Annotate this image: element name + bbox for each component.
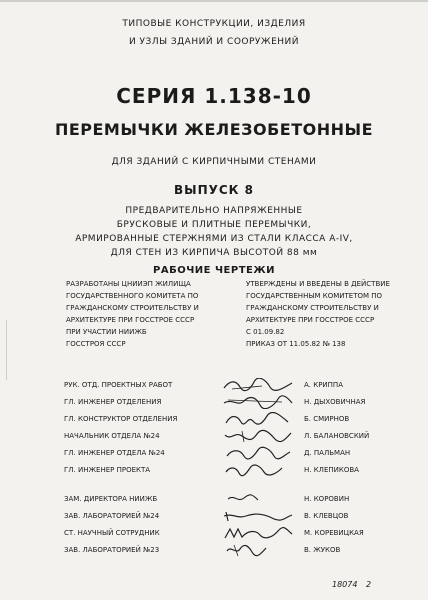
signatory-name: Л. БАЛАНОВСКИЙ bbox=[304, 432, 370, 440]
signatory-name: Н. КОРОВИН bbox=[304, 495, 350, 503]
scan-mark bbox=[6, 320, 7, 380]
signatory-role: ГЛ. ИНЖЕНЕР ПРОЕКТА bbox=[64, 466, 151, 474]
signatory-role: ГЛ. ИНЖЕНЕР ОТДЕЛЕНИЯ bbox=[64, 398, 162, 406]
handwritten-signature bbox=[222, 492, 294, 506]
series-title: СЕРИЯ 1.138-10 bbox=[116, 84, 312, 108]
sheet-number: 2 bbox=[366, 580, 372, 589]
signatory-role: ГЛ. ИНЖЕНЕР ОТДЕЛА №24 bbox=[64, 449, 165, 457]
approved-line-2: ГОСУДАРСТВЕННЫМ КОМИТЕТОМ ПО bbox=[246, 292, 383, 300]
desc-line-2: БРУСКОВЫЕ И ПЛИТНЫЕ ПЕРЕМЫЧКИ, bbox=[116, 220, 312, 230]
signatory-role: РУК. ОТД. ПРОЕКТНЫХ РАБОТ bbox=[64, 381, 173, 389]
desc-line-1: ПРЕДВАРИТЕЛЬНО НАПРЯЖЕННЫЕ bbox=[125, 206, 303, 216]
signatory-name: А. КРИППА bbox=[304, 381, 343, 389]
handwritten-signature bbox=[222, 395, 294, 409]
header-line-2: И УЗЛЫ ЗДАНИЙ И СООРУЖЕНИЙ bbox=[128, 37, 300, 47]
desc-line-3: АРМИРОВАННЫЕ СТЕРЖНЯМИ ИЗ СТАЛИ КЛАССА А-IV, bbox=[75, 234, 353, 244]
handwritten-signature bbox=[222, 378, 294, 392]
developed-line-3: ГРАЖДАНСКОМУ СТРОИТЕЛЬСТВУ И bbox=[66, 304, 199, 312]
approved-line-5: С 01.09.82 bbox=[246, 328, 285, 336]
signatory-name: Б. СМИРНОВ bbox=[304, 415, 350, 423]
handwritten-signature bbox=[222, 543, 294, 557]
developed-line-5: ПРИ УЧАСТИИ НИИЖБ bbox=[66, 328, 147, 336]
signatory-role: ЗАВ. ЛАБОРАТОРИЕЙ №24 bbox=[64, 512, 160, 520]
signatory-name: Н. КЛЕПИКОВА bbox=[304, 466, 359, 474]
signatory-role: НАЧАЛЬНИК ОТДЕЛА №24 bbox=[64, 432, 160, 440]
approved-line-1: УТВЕРЖДЕНЫ И ВВЕДЕНЫ В ДЕЙСТВИЕ bbox=[246, 280, 390, 288]
handwritten-signature bbox=[222, 429, 294, 443]
approved-line-6: ПРИКАЗ ОТ 11.05.82 № 138 bbox=[246, 340, 346, 348]
signatory-role: ГЛ. КОНСТРУКТОР ОТДЕЛЕНИЯ bbox=[64, 415, 178, 423]
developed-line-4: АРХИТЕКТУРЕ ПРИ ГОССТРОЕ СССР bbox=[66, 316, 195, 324]
handwritten-signature bbox=[222, 526, 294, 540]
scan-edge-top bbox=[0, 0, 428, 2]
desc-line-4: ДЛЯ СТЕН ИЗ КИРПИЧА ВЫСОТОЙ 88 мм bbox=[110, 248, 318, 258]
signatory-role: ЗАВ. ЛАБОРАТОРИЕЙ №23 bbox=[64, 546, 160, 554]
issue-number: ВЫПУСК 8 bbox=[173, 183, 255, 197]
working-drawings: РАБОЧИЕ ЧЕРТЕЖИ bbox=[153, 265, 275, 276]
subtitle: ДЛЯ ЗДАНИЙ С КИРПИЧНЫМИ СТЕНАМИ bbox=[111, 157, 317, 167]
handwritten-signature bbox=[222, 509, 294, 523]
signatory-name: В. ЖУКОВ bbox=[304, 546, 341, 554]
handwritten-signature bbox=[222, 412, 294, 426]
header-line-1: ТИПОВЫЕ КОНСТРУКЦИИ, ИЗДЕЛИЯ bbox=[122, 19, 306, 29]
approved-line-3: ГРАЖДАНСКОМУ СТРОИТЕЛЬСТВУ И bbox=[246, 304, 379, 312]
handwritten-signature bbox=[222, 463, 294, 477]
developed-line-2: ГОСУДАРСТВЕННОГО КОМИТЕТА ПО bbox=[66, 292, 199, 300]
signatory-role: СТ. НАУЧНЫЙ СОТРУДНИК bbox=[64, 529, 160, 537]
signatory-name: Д. ПАЛЬМАН bbox=[304, 449, 351, 457]
signatory-name: Н. ДЫХОВИЧНАЯ bbox=[304, 398, 366, 406]
inventory-number: 18074 bbox=[332, 580, 358, 589]
main-title: ПЕРЕМЫЧКИ ЖЕЛЕЗОБЕТОННЫЕ bbox=[54, 120, 374, 139]
developed-line-6: ГОССТРОЯ СССР bbox=[66, 340, 126, 348]
signatory-name: М. КОРЕВИЦКАЯ bbox=[304, 529, 364, 537]
approved-line-4: АРХИТЕКТУРЕ ПРИ ГОССТРОЕ СССР bbox=[246, 316, 375, 324]
handwritten-signature bbox=[222, 446, 294, 460]
signatory-role: ЗАМ. ДИРЕКТОРА НИИЖБ bbox=[64, 495, 158, 503]
signatory-name: В. КЛЕВЦОВ bbox=[304, 512, 349, 520]
developed-line-1: РАЗРАБОТАНЫ ЦНИИЭП ЖИЛИЩА bbox=[66, 280, 191, 288]
